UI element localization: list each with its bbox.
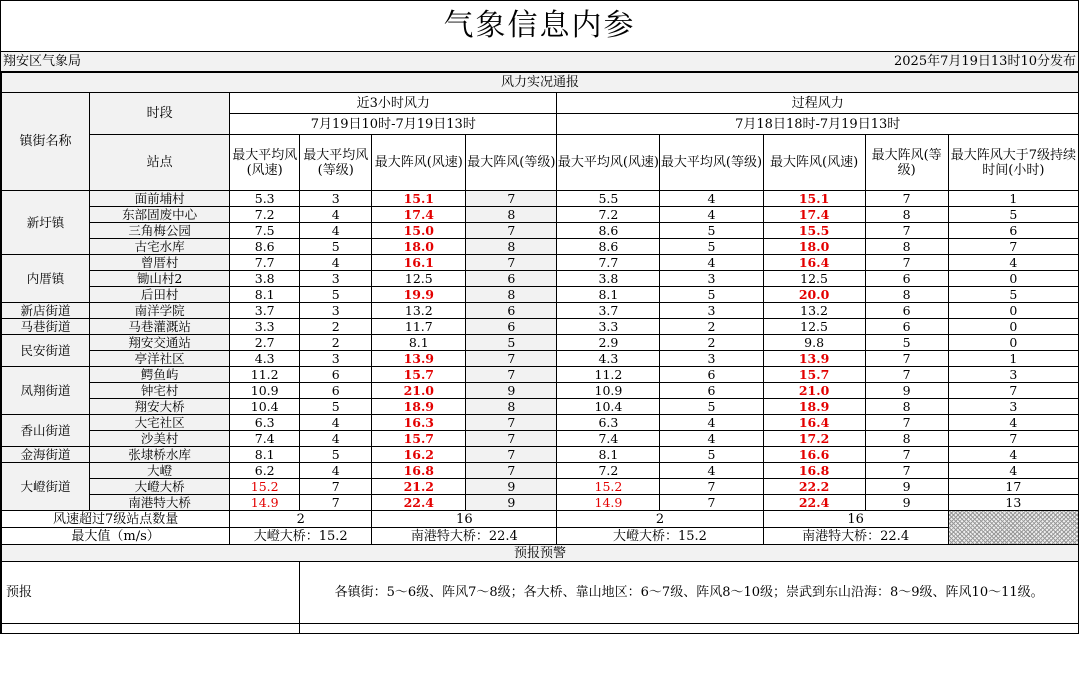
value-cell: 14.9 bbox=[557, 495, 660, 511]
value-cell: 3.8 bbox=[230, 271, 300, 287]
value-cell: 2 bbox=[300, 335, 372, 351]
value-cell: 5 bbox=[660, 223, 763, 239]
header-period: 时段 bbox=[90, 93, 230, 135]
value-cell: 18.9 bbox=[372, 399, 466, 415]
town-name: 金海街道 bbox=[2, 447, 90, 463]
value-cell: 7.4 bbox=[230, 431, 300, 447]
value-cell: 3 bbox=[300, 271, 372, 287]
table-row bbox=[2, 383, 1079, 399]
data-body bbox=[2, 191, 1079, 511]
value-cell: 7 bbox=[865, 447, 948, 463]
value-cell: 7 bbox=[466, 431, 557, 447]
town-name: 香山街道 bbox=[2, 415, 90, 447]
value-cell: 6 bbox=[300, 367, 372, 383]
value-cell: 4 bbox=[948, 415, 1078, 431]
value-cell: 8.1 bbox=[372, 335, 466, 351]
town-name: 凤翔街道 bbox=[2, 367, 90, 415]
value-cell: 4 bbox=[948, 255, 1078, 271]
station-name: 锄山村2 bbox=[90, 271, 230, 287]
value-cell: 12.5 bbox=[763, 319, 865, 335]
value-cell: 7 bbox=[865, 415, 948, 431]
value-cell: 10.4 bbox=[230, 399, 300, 415]
value-cell: 21.2 bbox=[372, 479, 466, 495]
value-cell: 11.7 bbox=[372, 319, 466, 335]
station-name: 马巷灌溉站 bbox=[90, 319, 230, 335]
station-name: 张埭桥水库 bbox=[90, 447, 230, 463]
value-cell: 7 bbox=[466, 415, 557, 431]
bureau-name: 翔安区气象局 bbox=[3, 54, 82, 69]
station-name: 亭洋社区 bbox=[90, 351, 230, 367]
header-col: 最大平均风(风速) bbox=[557, 135, 660, 191]
count-process-avg: 2 bbox=[557, 511, 763, 528]
value-cell: 17 bbox=[948, 479, 1078, 495]
value-cell: 7.4 bbox=[557, 431, 660, 447]
max-process-gust: 南港特大桥：22.4 bbox=[763, 528, 948, 545]
header-process-group: 过程风力 bbox=[557, 93, 1079, 114]
value-cell: 6 bbox=[300, 383, 372, 399]
value-cell: 7 bbox=[466, 447, 557, 463]
value-cell: 3 bbox=[660, 271, 763, 287]
value-cell: 7 bbox=[466, 367, 557, 383]
header-recent-range: 7月19日10时-7月19日13时 bbox=[230, 114, 557, 135]
value-cell: 5 bbox=[660, 447, 763, 463]
value-cell: 7 bbox=[865, 351, 948, 367]
value-cell: 20.0 bbox=[763, 287, 865, 303]
value-cell: 16.6 bbox=[763, 447, 865, 463]
value-cell: 3 bbox=[660, 351, 763, 367]
value-cell: 8 bbox=[466, 287, 557, 303]
value-cell: 4.3 bbox=[557, 351, 660, 367]
header-station: 站点 bbox=[90, 135, 230, 191]
value-cell: 2 bbox=[300, 319, 372, 335]
town-name: 内厝镇 bbox=[2, 255, 90, 303]
station-name: 三角梅公园 bbox=[90, 223, 230, 239]
value-cell: 15.1 bbox=[372, 191, 466, 207]
value-cell: 8.1 bbox=[557, 447, 660, 463]
value-cell: 7 bbox=[300, 495, 372, 511]
count-process-gust: 16 bbox=[763, 511, 948, 528]
header-col: 最大平均风(等级) bbox=[660, 135, 763, 191]
header-col: 最大平均风(等级) bbox=[300, 135, 372, 191]
value-cell: 5 bbox=[948, 207, 1078, 223]
value-cell: 21.0 bbox=[763, 383, 865, 399]
value-cell: 3 bbox=[300, 351, 372, 367]
value-cell: 4 bbox=[300, 207, 372, 223]
value-cell: 8 bbox=[466, 239, 557, 255]
header-col: 最大阵风(风速) bbox=[763, 135, 865, 191]
table-row bbox=[2, 335, 1079, 351]
header-town: 镇街名称 bbox=[2, 93, 90, 191]
value-cell: 5 bbox=[948, 287, 1078, 303]
value-cell: 7 bbox=[948, 239, 1078, 255]
value-cell: 2.9 bbox=[557, 335, 660, 351]
value-cell: 9 bbox=[865, 383, 948, 399]
value-cell: 10.9 bbox=[230, 383, 300, 399]
value-cell: 16.4 bbox=[763, 415, 865, 431]
forecast-text: 各镇街：5～6级、阵风7～8级；各大桥、靠山地区：6～7级、阵风8～10级；崇武到东山沿海：8～9级、阵风10～11级。 bbox=[300, 562, 1079, 624]
value-cell: 5 bbox=[466, 335, 557, 351]
value-cell: 5 bbox=[300, 287, 372, 303]
wind-table bbox=[1, 72, 1079, 634]
value-cell: 2.7 bbox=[230, 335, 300, 351]
value-cell: 10.9 bbox=[557, 383, 660, 399]
value-cell: 18.9 bbox=[763, 399, 865, 415]
value-cell: 8.6 bbox=[557, 239, 660, 255]
value-cell: 4 bbox=[948, 463, 1078, 479]
town-name: 民安街道 bbox=[2, 335, 90, 367]
station-name: 大宅社区 bbox=[90, 415, 230, 431]
value-cell: 4 bbox=[660, 431, 763, 447]
count-recent-avg: 2 bbox=[230, 511, 372, 528]
value-cell: 6 bbox=[948, 223, 1078, 239]
value-cell: 1 bbox=[948, 191, 1078, 207]
value-cell: 8.6 bbox=[557, 223, 660, 239]
value-cell: 19.9 bbox=[372, 287, 466, 303]
table-row bbox=[2, 319, 1079, 335]
value-cell: 9 bbox=[865, 479, 948, 495]
value-cell: 0 bbox=[948, 271, 1078, 287]
table-row bbox=[2, 495, 1079, 511]
value-cell: 11.2 bbox=[557, 367, 660, 383]
value-cell: 6 bbox=[865, 303, 948, 319]
value-cell: 8.1 bbox=[230, 447, 300, 463]
value-cell: 4 bbox=[660, 463, 763, 479]
station-name: 翔安大桥 bbox=[90, 399, 230, 415]
value-cell: 17.4 bbox=[763, 207, 865, 223]
value-cell: 4 bbox=[660, 191, 763, 207]
max-recent-gust: 南港特大桥：22.4 bbox=[372, 528, 557, 545]
value-cell: 7 bbox=[466, 255, 557, 271]
value-cell: 18.0 bbox=[763, 239, 865, 255]
count-recent-gust: 16 bbox=[372, 511, 557, 528]
header-col: 最大平均风(风速) bbox=[230, 135, 300, 191]
hatched-cell bbox=[948, 511, 1078, 545]
value-cell: 5 bbox=[300, 239, 372, 255]
table-row bbox=[2, 207, 1079, 223]
value-cell: 6 bbox=[660, 383, 763, 399]
header-col: 最大阵风(风速) bbox=[372, 135, 466, 191]
town-name: 新店街道 bbox=[2, 303, 90, 319]
station-name: 面前埔村 bbox=[90, 191, 230, 207]
value-cell: 5 bbox=[660, 399, 763, 415]
forecast-section-title: 预报预警 bbox=[2, 545, 1079, 562]
station-name: 钟宅村 bbox=[90, 383, 230, 399]
table-row bbox=[2, 223, 1079, 239]
table-row bbox=[2, 399, 1079, 415]
value-cell: 17.4 bbox=[372, 207, 466, 223]
value-cell: 7 bbox=[865, 367, 948, 383]
value-cell: 7.2 bbox=[557, 207, 660, 223]
table-row bbox=[2, 463, 1079, 479]
value-cell: 3.8 bbox=[557, 271, 660, 287]
header-recent-group: 近3小时风力 bbox=[230, 93, 557, 114]
table-row bbox=[2, 431, 1079, 447]
value-cell: 7 bbox=[466, 223, 557, 239]
value-cell: 8 bbox=[865, 399, 948, 415]
value-cell: 4 bbox=[300, 463, 372, 479]
value-cell: 4 bbox=[660, 255, 763, 271]
value-cell: 8.6 bbox=[230, 239, 300, 255]
table-row bbox=[2, 255, 1079, 271]
value-cell: 4 bbox=[300, 431, 372, 447]
station-name: 古宅水库 bbox=[90, 239, 230, 255]
value-cell: 4 bbox=[660, 207, 763, 223]
value-cell: 22.2 bbox=[763, 479, 865, 495]
table-row bbox=[2, 271, 1079, 287]
value-cell: 6.3 bbox=[557, 415, 660, 431]
forecast-label: 预报 bbox=[2, 562, 300, 624]
station-name: 曾厝村 bbox=[90, 255, 230, 271]
max-process-avg: 大嶝大桥：15.2 bbox=[557, 528, 763, 545]
value-cell: 7.7 bbox=[230, 255, 300, 271]
value-cell: 2 bbox=[660, 319, 763, 335]
value-cell: 7.2 bbox=[557, 463, 660, 479]
max-recent-avg: 大嶝大桥：15.2 bbox=[230, 528, 372, 545]
value-cell: 15.7 bbox=[372, 431, 466, 447]
value-cell: 8 bbox=[466, 399, 557, 415]
value-cell: 5.5 bbox=[557, 191, 660, 207]
value-cell: 8.1 bbox=[557, 287, 660, 303]
value-cell: 5 bbox=[300, 447, 372, 463]
value-cell: 15.7 bbox=[372, 367, 466, 383]
value-cell: 6 bbox=[660, 367, 763, 383]
value-cell: 0 bbox=[948, 319, 1078, 335]
station-name: 东部固废中心 bbox=[90, 207, 230, 223]
value-cell: 7 bbox=[466, 463, 557, 479]
value-cell: 5 bbox=[865, 335, 948, 351]
value-cell: 3.3 bbox=[230, 319, 300, 335]
value-cell: 4 bbox=[660, 415, 763, 431]
value-cell: 4.3 bbox=[230, 351, 300, 367]
value-cell: 6 bbox=[466, 303, 557, 319]
value-cell: 8.1 bbox=[230, 287, 300, 303]
value-cell: 4 bbox=[948, 447, 1078, 463]
value-cell: 16.2 bbox=[372, 447, 466, 463]
max-label: 最大值（m/s） bbox=[2, 528, 230, 545]
town-name: 大嶝街道 bbox=[2, 463, 90, 511]
value-cell: 5.3 bbox=[230, 191, 300, 207]
station-name: 后田村 bbox=[90, 287, 230, 303]
value-cell: 3 bbox=[660, 303, 763, 319]
table-row bbox=[2, 239, 1079, 255]
value-cell: 4 bbox=[300, 223, 372, 239]
table-row bbox=[2, 367, 1079, 383]
value-cell: 9 bbox=[466, 383, 557, 399]
table-row bbox=[2, 479, 1079, 495]
value-cell: 7.7 bbox=[557, 255, 660, 271]
value-cell: 18.0 bbox=[372, 239, 466, 255]
value-cell: 13.2 bbox=[763, 303, 865, 319]
value-cell: 13.2 bbox=[372, 303, 466, 319]
value-cell: 6 bbox=[865, 319, 948, 335]
value-cell: 3 bbox=[948, 367, 1078, 383]
value-cell: 3.7 bbox=[557, 303, 660, 319]
value-cell: 11.2 bbox=[230, 367, 300, 383]
value-cell: 16.4 bbox=[763, 255, 865, 271]
value-cell: 13.9 bbox=[372, 351, 466, 367]
publish-time: 2025年7月19日13时10分发布 bbox=[894, 54, 1076, 69]
value-cell: 5 bbox=[660, 287, 763, 303]
value-cell: 5 bbox=[300, 399, 372, 415]
value-cell: 15.5 bbox=[763, 223, 865, 239]
value-cell: 13 bbox=[948, 495, 1078, 511]
value-cell: 3 bbox=[300, 303, 372, 319]
value-cell: 17.2 bbox=[763, 431, 865, 447]
value-cell: 6.2 bbox=[230, 463, 300, 479]
value-cell: 7 bbox=[660, 495, 763, 511]
value-cell: 9.8 bbox=[763, 335, 865, 351]
table-row bbox=[2, 351, 1079, 367]
value-cell: 7.5 bbox=[230, 223, 300, 239]
value-cell: 8 bbox=[865, 207, 948, 223]
value-cell: 8 bbox=[865, 239, 948, 255]
value-cell: 16.3 bbox=[372, 415, 466, 431]
value-cell: 6 bbox=[865, 271, 948, 287]
value-cell: 21.0 bbox=[372, 383, 466, 399]
table-row bbox=[2, 287, 1079, 303]
value-cell: 16.8 bbox=[372, 463, 466, 479]
value-cell: 16.1 bbox=[372, 255, 466, 271]
value-cell: 1 bbox=[948, 351, 1078, 367]
value-cell: 6 bbox=[466, 271, 557, 287]
value-cell: 6.3 bbox=[230, 415, 300, 431]
value-cell: 0 bbox=[948, 335, 1078, 351]
value-cell: 7 bbox=[865, 191, 948, 207]
town-name: 马巷街道 bbox=[2, 319, 90, 335]
value-cell: 6 bbox=[466, 319, 557, 335]
header-process-range: 7月18日18时-7月19日13时 bbox=[557, 114, 1079, 135]
value-cell: 7 bbox=[948, 383, 1078, 399]
header-col: 最大阵风大于7级持续时间(小时) bbox=[948, 135, 1078, 191]
value-cell: 9 bbox=[466, 495, 557, 511]
value-cell: 3.7 bbox=[230, 303, 300, 319]
value-cell: 4 bbox=[300, 415, 372, 431]
value-cell: 15.2 bbox=[230, 479, 300, 495]
meta-row bbox=[1, 52, 1079, 72]
value-cell: 15.7 bbox=[763, 367, 865, 383]
value-cell: 3 bbox=[948, 399, 1078, 415]
value-cell: 7 bbox=[865, 255, 948, 271]
value-cell: 3 bbox=[300, 191, 372, 207]
value-cell: 7.2 bbox=[230, 207, 300, 223]
header-col: 最大阵风(等级) bbox=[466, 135, 557, 191]
value-cell: 14.9 bbox=[230, 495, 300, 511]
value-cell: 15.2 bbox=[557, 479, 660, 495]
value-cell: 8 bbox=[865, 431, 948, 447]
station-name: 鳄鱼屿 bbox=[90, 367, 230, 383]
section-title: 风力实况通报 bbox=[2, 73, 1079, 93]
table-row bbox=[2, 303, 1079, 319]
value-cell: 13.9 bbox=[763, 351, 865, 367]
value-cell: 9 bbox=[466, 479, 557, 495]
station-name: 沙美村 bbox=[90, 431, 230, 447]
value-cell: 7 bbox=[466, 191, 557, 207]
value-cell: 4 bbox=[300, 255, 372, 271]
station-name: 南洋学院 bbox=[90, 303, 230, 319]
town-name: 新圩镇 bbox=[2, 191, 90, 255]
station-name: 翔安交通站 bbox=[90, 335, 230, 351]
value-cell: 9 bbox=[865, 495, 948, 511]
value-cell: 8 bbox=[466, 207, 557, 223]
table-row bbox=[2, 415, 1079, 431]
value-cell: 15.0 bbox=[372, 223, 466, 239]
value-cell: 16.8 bbox=[763, 463, 865, 479]
header-col: 最大阵风(等级) bbox=[865, 135, 948, 191]
table-row bbox=[2, 191, 1079, 207]
value-cell: 22.4 bbox=[763, 495, 865, 511]
station-name: 南港特大桥 bbox=[90, 495, 230, 511]
page-title: 气象信息内参 bbox=[1, 0, 1079, 52]
value-cell: 7 bbox=[466, 351, 557, 367]
value-cell: 2 bbox=[660, 335, 763, 351]
value-cell: 7 bbox=[948, 431, 1078, 447]
blank-cell bbox=[2, 624, 300, 634]
table-row bbox=[2, 447, 1079, 463]
value-cell: 7 bbox=[660, 479, 763, 495]
value-cell: 22.4 bbox=[372, 495, 466, 511]
value-cell: 7 bbox=[865, 223, 948, 239]
value-cell: 12.5 bbox=[763, 271, 865, 287]
value-cell: 3.3 bbox=[557, 319, 660, 335]
value-cell: 15.1 bbox=[763, 191, 865, 207]
count-label: 风速超过7级站点数量 bbox=[2, 511, 230, 528]
value-cell: 12.5 bbox=[372, 271, 466, 287]
station-name: 大嶝 bbox=[90, 463, 230, 479]
value-cell: 7 bbox=[865, 463, 948, 479]
value-cell: 5 bbox=[660, 239, 763, 255]
station-name: 大嶝大桥 bbox=[90, 479, 230, 495]
value-cell: 7 bbox=[300, 479, 372, 495]
value-cell: 10.4 bbox=[557, 399, 660, 415]
value-cell: 0 bbox=[948, 303, 1078, 319]
value-cell: 8 bbox=[865, 287, 948, 303]
blank-cell bbox=[300, 624, 1079, 634]
